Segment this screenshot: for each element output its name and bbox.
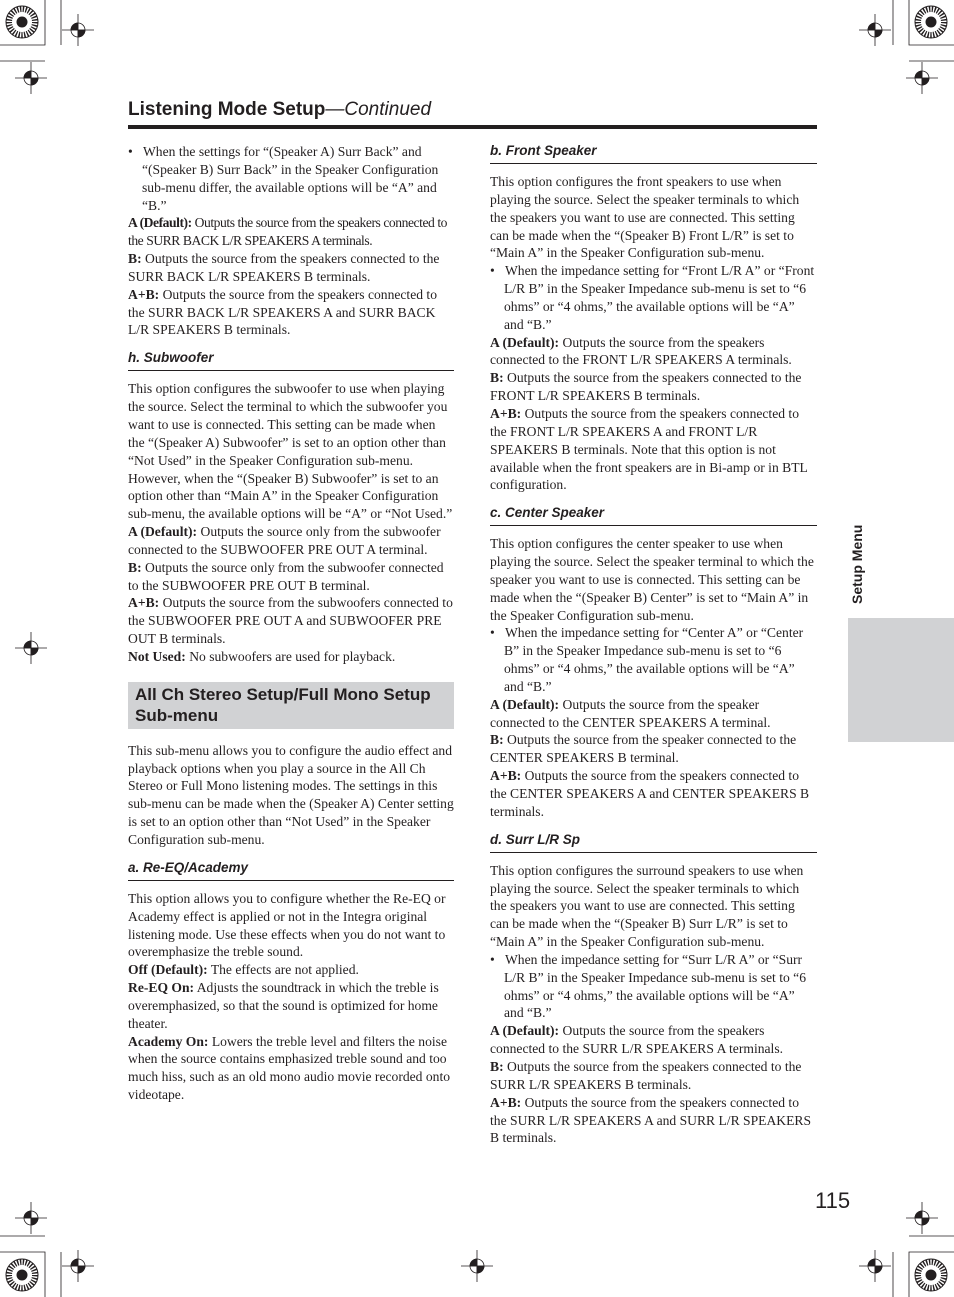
- front-speaker-body: This option configures the front speakers to use when playing the source. Select the speaker terminals to which the speakers you want to use are connected. This setting can be made when the “(Speaker B) Front L/R” is set to “Main A” in the Speaker Configuration sub-menu.: [490, 174, 800, 261]
- surr-speaker-body: This option configures the surround speakers to use when playing the source. Select the speaker terminals to which the speakers you want to use are connected. This setting can be made when the “(Speaker B) Surr L/R” is set to “Main A” in the Speaker Configuration sub-menu.: [490, 862, 804, 950]
- option-text: No subwoofers are used for playback.: [189, 648, 396, 664]
- option-text: Outputs the source from the speakers connected to the SURR L/R SPEAKERS A terminals.: [490, 1023, 784, 1057]
- option-label: A+B:: [490, 405, 522, 421]
- option-label: A+B:: [490, 1094, 522, 1110]
- surr-back-option-a: [128, 214, 454, 250]
- subwoofer-body: This option configures the subwoofer to use when playing the source. Select the terminal to which the subwoofer you want to use is connected. This setting can be made when the “(Speaker A) Subwoofer” is set to an option other than “Not Used” in the Speaker Configuration sub-menu. However, when the “(Speaker B) Subwoofer” is set to an option other than “Main A” in the Speaker Configuration sub-menu, the available options will be “A” or “Not Used.”: [128, 381, 453, 522]
- page-title: [128, 99, 431, 121]
- surr-option-ab: [490, 1094, 817, 1148]
- option-text: Outputs the source from the speaker connected to the CENTER SPEAKERS A terminal.: [490, 696, 771, 730]
- option-label: A (Default):: [128, 215, 192, 231]
- option-text: Outputs the source from the speakers connected to the SURR L/R SPEAKERS A and SURR L/R SPEAKERS B terminals.: [490, 1094, 812, 1146]
- re-eq-heading: a. Re-EQ/Academy: [128, 860, 454, 881]
- surr-speaker-heading: d. Surr L/R Sp: [490, 832, 817, 853]
- re-eq-option-off: [128, 961, 454, 979]
- front-option-b: [490, 369, 817, 405]
- center-speaker-heading: c. Center Speaker: [490, 505, 817, 526]
- option-label: B:: [490, 1058, 504, 1074]
- option-label: A+B:: [128, 595, 160, 611]
- option-text: Outputs the source from the speakers connected to the FRONT L/R SPEAKERS A and FRONT L/R SPEAKERS B terminals. Note that this option is not available when the front speakers are in Bi-amp or in BTL configuration.: [490, 405, 808, 493]
- option-label: A (Default):: [490, 1023, 560, 1039]
- surr-back-bullet: • When the settings for “(Speaker A) Surr Back” and “(Speaker B) Surr Back” in the Speaker Configuration sub-menu differ, the available options will be “A” and “B.”: [128, 144, 439, 213]
- left-column: [128, 143, 454, 1104]
- surr-speaker-bullet-text: When the impedance setting for “Surr L/R A” or “Surr L/R B” in the Speaker Impedance sub-menu is set to “6 ohms” or “4 ohms,” the available options will be “A” and “B.”: [504, 951, 807, 1021]
- center-speaker-bullet: • When the impedance setting for “Center A” or “Center B” in the Speaker Impedance sub-menu is set to “6 ohms” or “4 ohms,” the available options will be “A” and “B.”: [490, 625, 804, 694]
- option-label: B:: [128, 251, 142, 267]
- option-text: Outputs the source from the speakers connected to the SURR BACK L/R SPEAKERS B terminals.: [128, 251, 440, 284]
- option-label: Not Used:: [128, 648, 186, 664]
- center-speaker-bullet-text: When the impedance setting for “Center A” or “Center B” in the Speaker Impedance sub-menu is set to “6 ohms” or “4 ohms,” the available options will be “A” and “B.”: [504, 625, 804, 694]
- option-text: Outputs the source from the speaker connected to the CENTER SPEAKERS B terminal.: [490, 732, 797, 766]
- option-text: Outputs the source from the speakers connected to the SURR L/R SPEAKERS B terminals.: [490, 1058, 802, 1092]
- center-option-b: [490, 731, 817, 767]
- side-tab-label: Setup Menu: [849, 524, 865, 604]
- side-tab: [848, 618, 954, 742]
- option-label: B:: [128, 559, 142, 575]
- front-option-ab: [490, 405, 817, 494]
- option-text: Outputs the source from the speakers connected to the SURR BACK L/R SPEAKERS A and SURR BACK L/R SPEAKERS B terminals.: [128, 286, 438, 338]
- subwoofer-option-b: [128, 559, 454, 595]
- option-label: Off (Default):: [128, 962, 208, 978]
- option-text: The effects are not applied.: [210, 962, 359, 978]
- surr-back-option-b: [128, 250, 454, 286]
- option-label: Academy On:: [128, 1033, 209, 1049]
- subwoofer-option-a: [128, 523, 454, 559]
- center-option-a: [490, 696, 817, 732]
- option-text: Outputs the source only from the subwoofer connected to the SUBWOOFER PRE OUT A terminal.: [128, 524, 441, 557]
- subwoofer-heading: h. Subwoofer: [128, 350, 454, 371]
- page-title-main: Listening Mode Setup: [128, 99, 326, 120]
- option-text: Outputs the source from the speakers connected to the FRONT L/R SPEAKERS A terminals.: [490, 334, 792, 368]
- option-text: Outputs the source from the subwoofers connected to the SUBWOOFER PRE OUT A and SUBWOOFER PRE OUT B terminals.: [128, 595, 453, 647]
- option-label: A (Default):: [490, 334, 560, 350]
- option-text: Outputs the source only from the subwoofer connected to the SUBWOOFER PRE OUT B terminal.: [128, 559, 444, 593]
- option-label: Re-EQ On:: [128, 980, 195, 996]
- subwoofer-option-ab: [128, 594, 454, 648]
- option-label: A (Default):: [490, 696, 560, 712]
- surr-back-option-ab: [128, 286, 454, 340]
- page-title-continued: —Continued: [325, 99, 432, 120]
- all-ch-section-body: This sub-menu allows you to configure the audio effect and playback options when you play a source in the All Ch Stereo or Full Mono listening modes. The settings in this sub-menu can be made when the (Speaker A) Center setting is set to an option other than “Not Used” in the Speaker Configuration sub-menu.: [128, 742, 454, 847]
- front-speaker-heading: b. Front Speaker: [490, 143, 817, 164]
- option-text: Adjusts the soundtrack in which the treble is overemphasized, so that the sound is optimized for home theater.: [128, 980, 439, 1031]
- front-option-a: [490, 334, 817, 370]
- option-label: B:: [490, 370, 504, 386]
- header-rule: [128, 125, 817, 129]
- option-text: Outputs the source from the speakers connected to the CENTER SPEAKERS A and CENTER SPEAKERS B terminals.: [490, 768, 810, 819]
- right-column: [490, 143, 817, 1147]
- re-eq-option-academy: [128, 1033, 454, 1104]
- front-speaker-bullet-text: When the impedance setting for “Front L/R A” or “Front L/R B” in the Speaker Impedance sub-menu is set to “6 ohms” or “4 ohms,” the available options will be “A” and “B.”: [504, 263, 815, 332]
- center-speaker-body: This option configures the center speaker to use when playing the source. Select the speaker terminal to which the speaker you want to use is connected. This setting can be made when the “(Speaker B) Center” is set to “Main A” in the Speaker Configuration sub-menu.: [490, 536, 814, 623]
- option-text: Outputs the source from the speakers connected to the FRONT L/R SPEAKERS B terminals.: [490, 370, 802, 404]
- option-label: B:: [490, 732, 504, 748]
- page-number: 115: [815, 1188, 851, 1213]
- re-eq-option-on: [128, 979, 454, 1033]
- surr-option-a: [490, 1022, 817, 1058]
- surr-speaker-bullet: • When the impedance setting for “Surr L/R A” or “Surr L/R B” in the Speaker Impedance sub-menu is set to “6 ohms” or “4 ohms,” the available options will be “A” and “B.”: [490, 951, 807, 1021]
- option-label: A+B:: [128, 286, 160, 302]
- front-speaker-bullet: • When the impedance setting for “Front L/R A” or “Front L/R B” in the Speaker Impedance sub-menu is set to “6 ohms” or “4 ohms,” the available options will be “A” and “B.”: [490, 263, 815, 332]
- surr-option-b: [490, 1058, 817, 1094]
- re-eq-body: This option allows you to configure whether the Re-EQ or Academy effect is applied or not in the Integra original listening mode. Use these effects when you do not want to overemphasize the treble sound.: [128, 890, 446, 960]
- option-text: Outputs the source from the speakers connected to the SURR BACK L/R SPEAKERS A terminals.: [128, 215, 448, 249]
- surr-back-bullet-text: When the settings for “(Speaker A) Surr Back” and “(Speaker B) Surr Back” in the Speaker Configuration sub-menu differ, the available options will be “A” and “B.”: [142, 144, 439, 213]
- center-option-ab: [490, 767, 817, 821]
- option-label: A+B:: [490, 768, 522, 784]
- option-text: Lowers the treble level and filters the noise when the source contains emphasized treble sound and too much hiss, such as an old mono audio movie recorded onto videotape.: [128, 1033, 451, 1103]
- subwoofer-option-not-used: [128, 648, 454, 666]
- all-ch-section-heading: All Ch Stereo Setup/Full Mono Setup Sub-menu: [128, 682, 454, 729]
- option-label: A (Default):: [128, 524, 198, 540]
